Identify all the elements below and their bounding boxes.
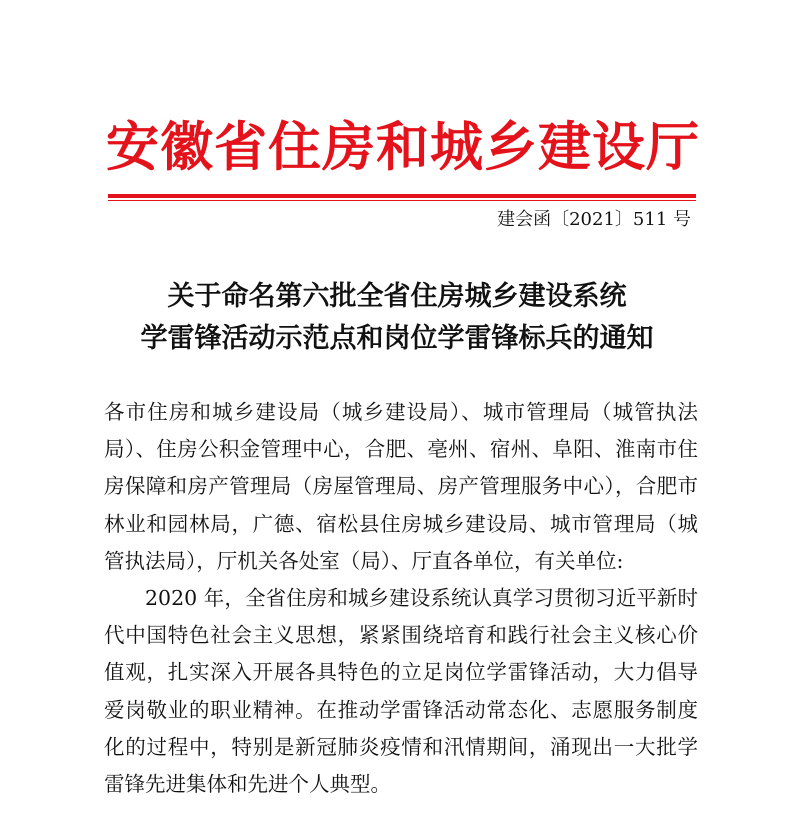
document-number: 建会函〔2021〕511 号 — [497, 209, 691, 230]
letterhead-red-rule — [108, 194, 696, 198]
letterhead-title: 安徽省住房和城乡建设厅 — [106, 117, 700, 178]
notice-title-line-1: 关于命名第六批全省住房城乡建设系统 — [167, 281, 627, 312]
notice-title — [90, 276, 704, 360]
notice-body — [104, 394, 698, 803]
notice-title-line-2: 学雷锋活动示范点和岗位学雷锋标兵的通知 — [140, 323, 654, 354]
body-paragraph-1: 2020 年，全省住房和城乡建设系统认真学习贯彻习近平新时代中国特色社会主义思想，紧紧围绕培育和践行社会主义核心价值观，扎实深入开展各具特色的立足岗位学雷锋活动，大力倡导爱岗敬业的职业精神。在推动学雷锋活动常态化、志愿服务制度化的过程中，特别是新冠肺炎疫情和汛情期间，涌现出一大批学雷锋先进集体和先进个人典型。 — [104, 586, 698, 797]
letterhead-red-rule-thin — [108, 200, 696, 201]
addressees-paragraph: 各市住房和城乡建设局（城乡建设局）、城市管理局（城管执法局）、住房公积金管理中心，合肥、亳州、宿州、阜阳、淮南市住房保障和房产管理局（房屋管理局、房产管理服务中心），合肥市林业和园林局，广德、宿松县住房城乡建设局、城市管理局（城管执法局），厅机关各处室（局）、厅直各单位，有关单位: — [104, 400, 698, 573]
